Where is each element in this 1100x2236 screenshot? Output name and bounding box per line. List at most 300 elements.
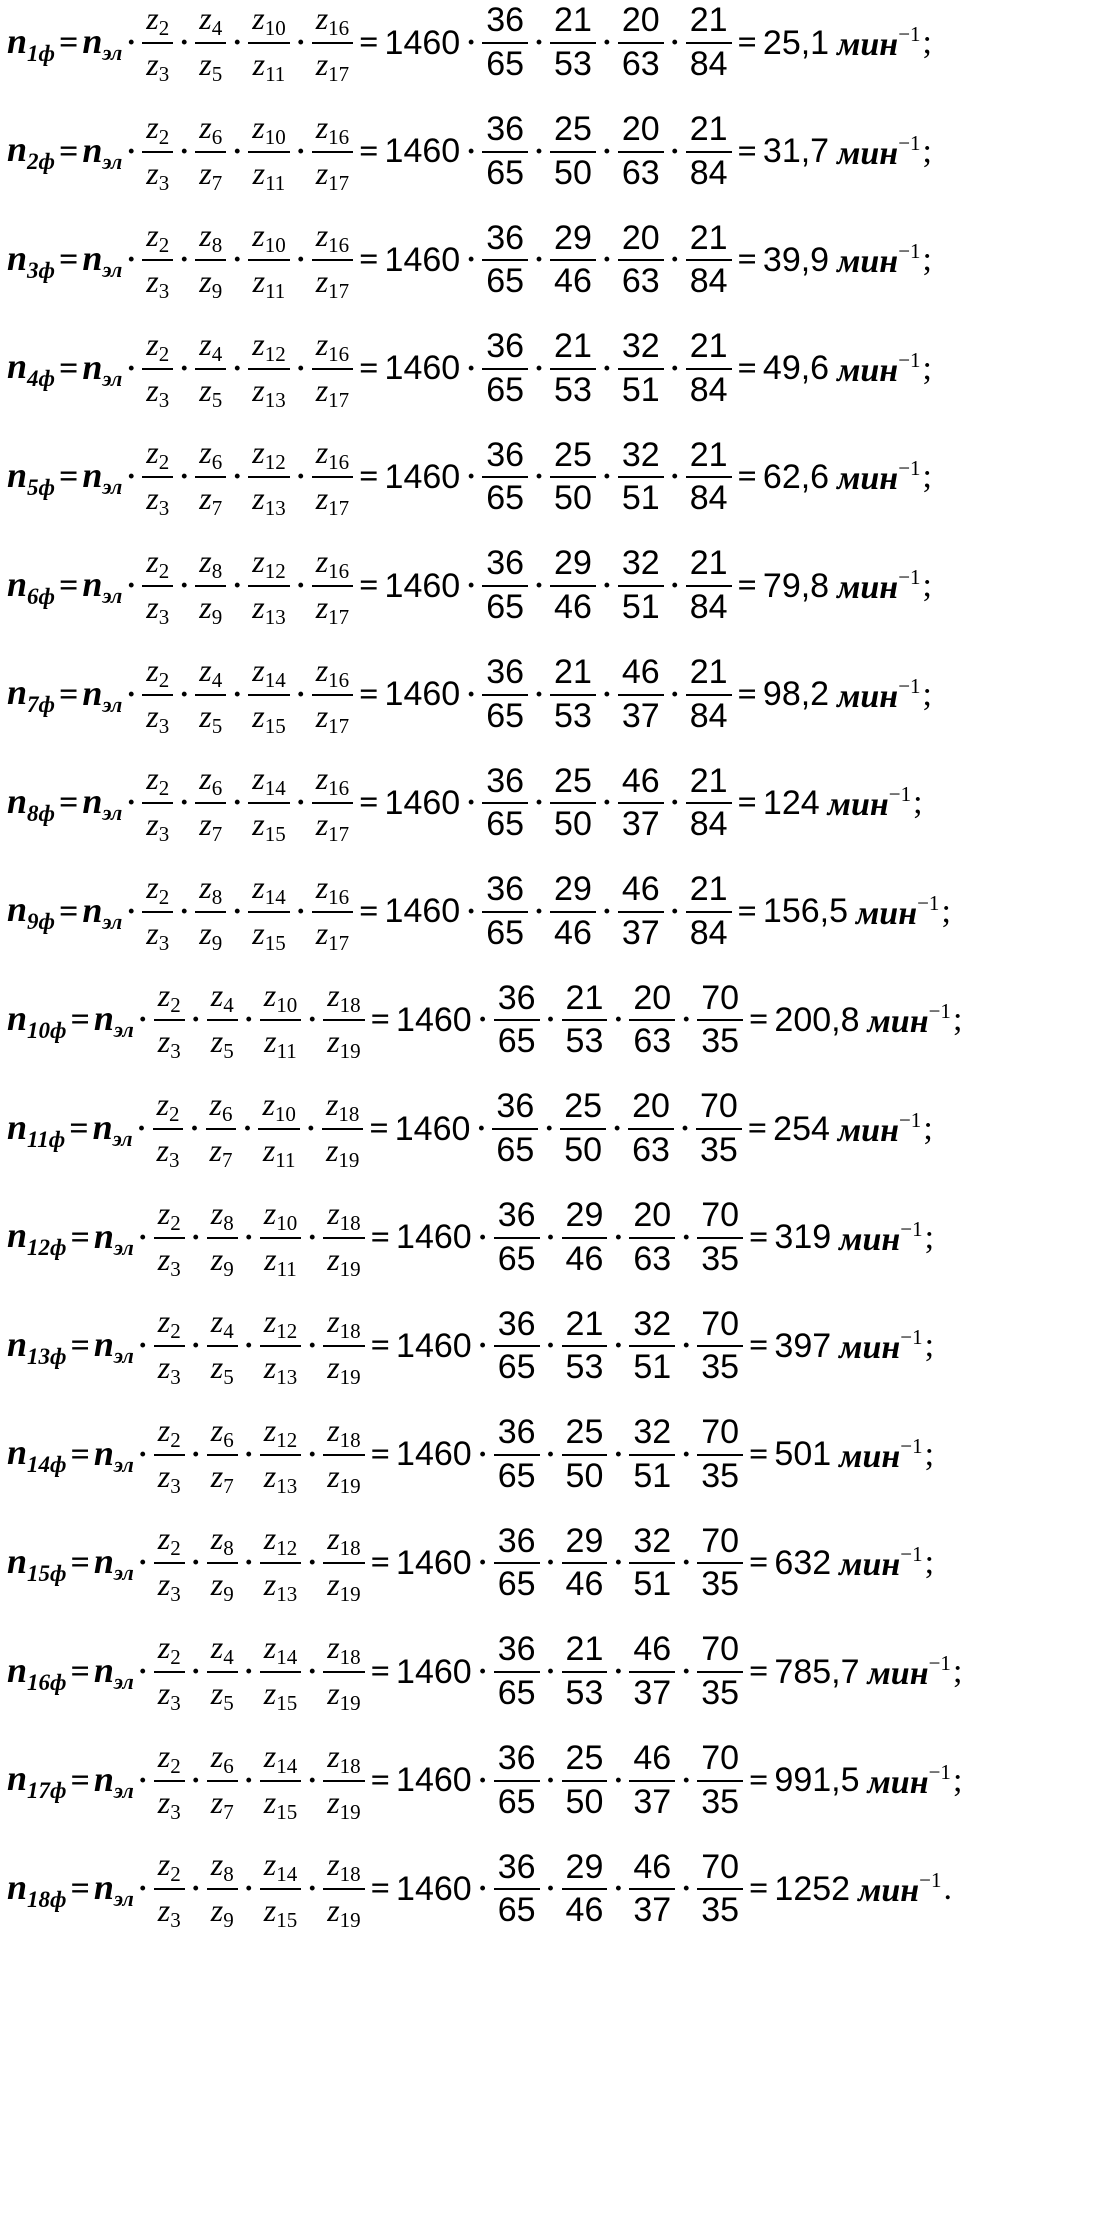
speed-index: 12ф: [27, 1235, 67, 1261]
multiply-dot: ·: [232, 894, 243, 928]
tooth-count: 36: [497, 1195, 536, 1234]
gear-ratio-numeric-denominator: [562, 1239, 608, 1278]
multiply-dot: ·: [466, 894, 477, 928]
terminator: ;: [922, 675, 932, 713]
multiply-dot: ·: [307, 1003, 318, 1037]
motor-rpm-value: 1460: [396, 1543, 472, 1582]
gear-ratio-numeric: [494, 978, 540, 1061]
gear-ratio-numeric: [562, 1738, 608, 1821]
gear-z-3-index: 3: [170, 1365, 181, 1390]
tooth-count: 21: [689, 218, 728, 257]
gear-ratio-numeric-numerator: [482, 761, 528, 800]
gear-ratio-numeric: [550, 109, 596, 192]
multiply-dot: ·: [137, 1872, 148, 1906]
gear-ratio-numeric-fraction-bar: [494, 1454, 540, 1456]
tooth-count: 70: [701, 1413, 740, 1452]
tooth-count: 46: [554, 262, 592, 301]
multiply-dot: ·: [307, 1329, 318, 1363]
gear-z-3-index: 3: [170, 1799, 181, 1824]
multiply-dot: ·: [601, 569, 612, 602]
gear-ratio-numeric-denominator: [494, 1350, 540, 1386]
equals-sign: =: [749, 1870, 769, 1908]
gear-ratio-symbolic-fraction-bar: [323, 1454, 364, 1456]
speed-letter: n: [7, 1758, 28, 1799]
multiply-dot: ·: [601, 460, 612, 494]
multiply-dot: ·: [477, 1003, 488, 1037]
unit-label: мин$^{-1}$: [837, 1108, 922, 1149]
speed-index: 8ф: [27, 800, 55, 826]
gear-z-5-index: 5: [211, 387, 223, 412]
gear-ratio-numeric-fraction-bar: [696, 1128, 742, 1130]
gear-ratio-symbolic: [312, 870, 353, 954]
gear-ratio-numeric-denominator: [697, 1350, 743, 1386]
multiply-dot: ·: [126, 460, 137, 494]
gear-ratio-numeric: [550, 3, 596, 82]
gear-ratio-symbolic-numerator: [248, 1, 289, 39]
gear-ratio-numeric-fraction-bar: [686, 802, 732, 804]
equals-sign: =: [359, 567, 379, 604]
gear-ratio-numeric-numerator: [697, 978, 743, 1017]
gear-z-3: $z_3$: [146, 371, 170, 412]
speed-symbol: [7, 345, 55, 392]
multiply-dot: ·: [679, 1112, 690, 1145]
tooth-count: 25: [564, 1087, 603, 1126]
gear-ratio-numeric: [629, 1195, 675, 1278]
gear-ratio-numeric: [697, 978, 743, 1061]
gear-ratio-symbolic-numerator: [260, 1413, 301, 1451]
gear-ratio-numeric-fraction-bar: [562, 1237, 608, 1239]
gear-ratio-symbolic-numerator: [312, 761, 353, 799]
speed-result: 25,1: [762, 23, 830, 62]
speed-letter: n: [7, 129, 28, 170]
gear-ratio-symbolic-denominator: [206, 1133, 237, 1171]
multiply-dot: ·: [681, 1220, 692, 1254]
multiply-dot: ·: [613, 1003, 624, 1037]
motor-speed-index: эл: [102, 365, 123, 391]
tooth-count: 63: [632, 1131, 670, 1169]
gear-ratio-numeric-fraction-bar: [550, 911, 596, 913]
unit-label: мин$^{-1}$: [839, 1216, 923, 1258]
gear-z-16: $z_{16}$: [315, 434, 350, 475]
gear-z-7-index: 7: [221, 1148, 233, 1172]
gear-ratio-symbolic-numerator: [154, 1304, 185, 1342]
gear-ratio-symbolic-numerator: [207, 1413, 238, 1451]
gear-ratio-numeric-denominator: [618, 807, 664, 843]
multiply-dot: ·: [601, 243, 612, 277]
gear-ratio-symbolic: [154, 1413, 185, 1497]
gear-ratio-symbolic-numerator: [248, 544, 289, 582]
gear-z-2-index: 2: [158, 776, 170, 801]
multiply-dot: ·: [476, 1112, 487, 1145]
gear-ratio-symbolic-fraction-bar: [195, 259, 226, 261]
equals-sign: =: [749, 1327, 769, 1365]
gear-ratio-symbolic-numerator: [312, 218, 353, 256]
gear-z-3: $z_3$: [156, 1132, 180, 1172]
speed-letter: n: [7, 563, 28, 604]
gear-ratio-numeric: [618, 872, 664, 951]
gear-ratio-numeric-numerator: [550, 3, 596, 39]
multiply-dot: ·: [466, 351, 477, 385]
gear-ratio-symbolic-fraction-bar: [312, 368, 353, 370]
gear-z-15-index: 15: [276, 1691, 298, 1715]
equation-row: [7, 868, 951, 955]
gear-ratio-numeric-fraction-bar: [686, 151, 732, 153]
tooth-count: 36: [496, 1087, 535, 1126]
gear-z-13-index: 13: [276, 1365, 298, 1390]
gear-z-5-index: 5: [211, 713, 223, 738]
gear-ratio-numeric-fraction-bar: [494, 1019, 540, 1021]
gear-z-16-index: 16: [328, 667, 350, 692]
gear-ratio-numeric: [560, 1089, 606, 1168]
gear-ratio-numeric-fraction-bar: [629, 1237, 675, 1239]
equals-sign: =: [749, 1544, 769, 1582]
gear-z-11: $z_{11}$: [264, 1240, 297, 1281]
multiply-dot: ·: [307, 1655, 318, 1688]
tooth-count: 25: [565, 1413, 604, 1452]
multiply-dot: ·: [126, 351, 137, 385]
gear-ratio-numeric-denominator: [618, 264, 664, 300]
gear-ratio-numeric-numerator: [482, 218, 528, 257]
gear-ratio-symbolic-denominator: [249, 47, 290, 85]
gear-ratio-symbolic: [248, 870, 289, 954]
gear-z-3-index: 3: [170, 1039, 181, 1064]
gear-z-3: $z_3$: [146, 263, 170, 304]
multiply-dot: ·: [545, 1220, 556, 1254]
gear-ratio-symbolic: [323, 1521, 364, 1605]
gear-ratio-symbolic: [195, 327, 226, 411]
unit-exponent: −1: [900, 1433, 923, 1458]
multiply-dot: ·: [307, 1763, 318, 1797]
multiply-dot: ·: [477, 1872, 488, 1906]
unit-label: мин$^{-1}$: [837, 456, 921, 498]
gear-ratio-symbolic-denominator: [153, 1133, 184, 1171]
equals-sign: =: [70, 1327, 90, 1365]
gear-z-3: $z_3$: [146, 154, 170, 195]
gear-ratio-symbolic-numerator: [207, 1630, 238, 1668]
multiply-dot: ·: [613, 1437, 624, 1471]
gear-z-4-index: 4: [223, 1319, 234, 1344]
gear-ratio-numeric-denominator: [629, 1024, 675, 1060]
multiply-dot: ·: [232, 134, 243, 168]
gear-ratio-symbolic-numerator: [260, 1521, 301, 1559]
gear-z-18: $z_{18}$: [327, 1628, 361, 1669]
gear-ratio-numeric-numerator: [686, 872, 732, 908]
multiply-dot: ·: [126, 677, 137, 711]
gear-ratio-numeric-numerator: [686, 329, 732, 365]
tooth-count: 37: [621, 913, 660, 952]
gear-z-16: $z_{16}$: [315, 651, 350, 692]
gear-z-8-index: 8: [223, 1862, 234, 1887]
motor-speed-index: эл: [102, 40, 123, 65]
multiply-dot: ·: [126, 569, 137, 602]
speed-symbol: [7, 780, 55, 827]
gear-z-2-index: 2: [170, 1210, 181, 1235]
gear-ratio-symbolic: [323, 1847, 364, 1931]
gear-z-18-index: 18: [339, 1427, 361, 1452]
gear-ratio-numeric-denominator: [550, 47, 596, 83]
gear-ratio-numeric: [618, 329, 664, 408]
tooth-count: 21: [689, 652, 728, 691]
multiply-dot: ·: [179, 351, 190, 385]
gear-ratio-symbolic-denominator: [260, 1242, 301, 1280]
gear-ratio-symbolic-fraction-bar: [142, 151, 173, 153]
speed-result: 31,7: [762, 132, 830, 171]
gear-z-3: $z_3$: [157, 1240, 181, 1281]
multiply-dot: ·: [613, 1872, 624, 1906]
gear-z-12: $z_{12}$: [263, 1303, 298, 1344]
gear-z-10: $z_{10}$: [252, 108, 286, 149]
gear-ratio-numeric-fraction-bar: [562, 1780, 608, 1782]
tooth-count: 25: [554, 435, 592, 474]
speed-index: 13ф: [27, 1343, 67, 1369]
gear-ratio-numeric-denominator: [686, 153, 732, 192]
multiply-dot: ·: [681, 1872, 692, 1906]
gear-z-13-index: 13: [276, 1473, 298, 1498]
gear-ratio-numeric-fraction-bar: [686, 42, 732, 44]
gear-ratio-numeric-denominator: [494, 1456, 540, 1495]
tooth-count: 32: [621, 544, 660, 583]
gear-ratio-numeric: [629, 978, 675, 1061]
gear-ratio-symbolic-fraction-bar: [312, 911, 353, 913]
multiply-dot: ·: [601, 134, 612, 168]
equals-sign: =: [359, 132, 379, 170]
gear-z-3: $z_3$: [146, 589, 170, 629]
gear-z-2: $z_2$: [157, 1628, 181, 1669]
gear-ratio-numeric-denominator: [629, 1676, 675, 1712]
gear-ratio-numeric: [686, 546, 732, 625]
equals-sign: =: [59, 132, 79, 170]
unit-exponent: −1: [900, 1325, 923, 1350]
gear-ratio-numeric-numerator: [618, 652, 664, 691]
gear-ratio-numeric: [618, 652, 664, 735]
tooth-count: 70: [701, 978, 740, 1017]
multiply-dot: ·: [137, 1546, 148, 1580]
gear-ratio-numeric-numerator: [494, 1632, 540, 1668]
equation-row: [7, 651, 932, 738]
gear-z-2-index: 2: [168, 1101, 180, 1126]
gear-z-3: $z_3$: [146, 697, 170, 738]
tooth-count: 70: [701, 1738, 740, 1777]
equals-sign: =: [70, 1870, 90, 1908]
gear-ratio-symbolic-denominator: [312, 481, 353, 519]
multiply-dot: ·: [601, 894, 612, 928]
gear-z-2: $z_2$: [157, 977, 181, 1018]
gear-ratio-numeric-denominator: [494, 1024, 540, 1060]
gear-ratio-numeric: [686, 109, 732, 192]
gear-z-2: $z_2$: [157, 1411, 181, 1452]
gear-z-3-index: 3: [170, 1908, 181, 1933]
gear-ratio-numeric-denominator: [697, 1676, 743, 1712]
tooth-count: 36: [486, 544, 525, 583]
gear-ratio-symbolic-fraction-bar: [260, 1345, 301, 1347]
tooth-count: 51: [621, 370, 660, 409]
gear-z-17: $z_{17}$: [315, 480, 350, 521]
gear-ratio-symbolic-denominator: [248, 807, 289, 845]
terminator: .: [943, 1870, 952, 1908]
equals-sign: =: [370, 1435, 391, 1473]
speed-symbol: [7, 237, 55, 284]
gear-ratio-symbolic: [323, 1630, 364, 1714]
tooth-count: 20: [633, 1195, 672, 1234]
gear-ratio-symbolic-fraction-bar: [142, 368, 173, 370]
motor-rpm-value: 1460: [384, 892, 461, 931]
tooth-count: 46: [565, 1565, 604, 1604]
gear-z-19: $z_{19}$: [327, 1457, 361, 1498]
tooth-count: 21: [689, 109, 728, 148]
gear-z-18-index: 18: [339, 1644, 361, 1669]
gear-ratio-numeric-fraction-bar: [562, 1888, 608, 1890]
gear-ratio-symbolic-fraction-bar: [312, 476, 353, 478]
gear-ratio-symbolic-denominator: [249, 264, 290, 302]
gear-ratio-symbolic-numerator: [154, 1630, 185, 1668]
multiply-dot: ·: [295, 26, 306, 59]
gear-ratio-numeric-numerator: [482, 3, 528, 39]
gear-ratio-numeric: [629, 1521, 675, 1604]
gear-z-3-index: 3: [158, 822, 170, 847]
speed-letter: n: [7, 346, 28, 387]
equals-sign: =: [749, 1435, 769, 1473]
gear-ratio-numeric-numerator: [618, 218, 664, 257]
gear-ratio-numeric: [686, 329, 732, 408]
gear-ratio-symbolic-fraction-bar: [195, 802, 226, 804]
gear-z-8: $z_8$: [199, 542, 223, 583]
gear-ratio-symbolic-numerator: [195, 327, 226, 365]
gear-ratio-symbolic: [260, 978, 301, 1062]
speed-index: 5ф: [27, 474, 55, 500]
tooth-count: 25: [554, 761, 592, 800]
gear-z-13: $z_{13}$: [263, 1566, 298, 1607]
tooth-count: 21: [565, 1304, 604, 1343]
gear-z-2-index: 2: [158, 884, 170, 909]
equals-sign: =: [749, 1218, 769, 1256]
gear-z-16: $z_{16}$: [315, 0, 350, 40]
gear-ratio-numeric: [629, 1415, 675, 1494]
gear-z-15-index: 15: [264, 713, 286, 738]
gear-z-15-index: 15: [276, 1908, 298, 1933]
gear-ratio-numeric-denominator: [482, 696, 528, 735]
multiply-dot: ·: [669, 894, 680, 928]
tooth-count: 36: [497, 978, 536, 1017]
gear-z-18: $z_{18}$: [325, 1085, 360, 1126]
gear-ratio-numeric: [482, 109, 528, 192]
gear-z-2: $z_2$: [157, 1303, 181, 1344]
gear-z-3: $z_3$: [146, 914, 170, 955]
speed-result: 991,5: [774, 1761, 860, 1800]
gear-z-4-index: 4: [211, 341, 223, 366]
tooth-count: 84: [689, 262, 728, 301]
gear-ratio-symbolic-fraction-bar: [312, 151, 353, 153]
multiply-dot: ·: [232, 677, 243, 711]
gear-ratio-numeric: [686, 761, 732, 844]
gear-ratio-symbolic-denominator: [323, 1893, 364, 1931]
speed-result: 1252: [774, 1869, 851, 1908]
gear-ratio-numeric-denominator: [550, 807, 596, 843]
multiply-dot: ·: [466, 243, 477, 277]
gear-ratio-numeric: [618, 435, 664, 518]
gear-ratio-numeric-fraction-bar: [482, 911, 528, 913]
gear-ratio-symbolic-numerator: [323, 1847, 364, 1885]
gear-ratio-symbolic: [207, 1521, 238, 1605]
tooth-count: 25: [565, 1738, 604, 1777]
gear-z-6: $z_6$: [210, 1411, 234, 1452]
gear-ratio-numeric-numerator: [618, 435, 664, 474]
tooth-count: 65: [497, 1456, 536, 1495]
gear-ratio-numeric-denominator: [618, 153, 664, 192]
gear-ratio-symbolic-denominator: [260, 1567, 301, 1605]
tooth-count: 65: [486, 153, 525, 192]
speed-result: 501: [774, 1435, 832, 1474]
gear-ratio-symbolic-numerator: [323, 978, 364, 1016]
gear-z-3-index: 3: [158, 496, 170, 521]
speed-index: 4ф: [27, 366, 55, 392]
unit-label: мин$^{-1}$: [837, 347, 921, 389]
gear-z-18: $z_{18}$: [327, 1194, 361, 1235]
gear-z-11: $z_{11}$: [264, 1023, 297, 1064]
gear-ratio-symbolic: [154, 1304, 185, 1388]
gear-z-18-index: 18: [338, 1101, 360, 1126]
gear-ratio-symbolic: [323, 1739, 364, 1823]
gear-z-2-index: 2: [158, 341, 170, 366]
gear-z-8: $z_8$: [199, 868, 223, 909]
unit-exponent: −1: [900, 1542, 923, 1567]
gear-ratio-symbolic: [323, 1196, 364, 1280]
gear-ratio-symbolic-numerator: [323, 1521, 364, 1559]
tooth-count: 37: [633, 1891, 672, 1930]
gear-ratio-numeric-denominator: [550, 264, 596, 300]
multiply-dot: ·: [307, 1872, 318, 1906]
gear-ratio-numeric: [492, 1089, 538, 1168]
tooth-count: 21: [689, 327, 728, 366]
tooth-count: 36: [497, 1304, 536, 1343]
equals-sign: =: [69, 1110, 89, 1147]
gear-ratio-symbolic: [260, 1196, 301, 1280]
gear-ratio-numeric-denominator: [697, 1239, 743, 1278]
multiply-dot: ·: [601, 786, 612, 820]
tooth-count: 70: [701, 1630, 740, 1669]
motor-speed-symbol: $n_{эл}$: [82, 889, 123, 934]
gear-z-18: $z_{18}$: [327, 1737, 361, 1778]
gear-z-19-index: 19: [339, 1365, 361, 1390]
gear-z-5-index: 5: [223, 1691, 234, 1715]
motor-speed-index: эл: [102, 691, 123, 717]
multiply-dot: ·: [669, 134, 680, 168]
gear-ratio-numeric-numerator: [629, 1304, 675, 1343]
gear-z-11: $z_{11}$: [252, 263, 286, 304]
gear-ratio-numeric-denominator: [494, 1893, 540, 1929]
gear-z-17-index: 17: [328, 496, 350, 521]
gear-ratio-numeric-fraction-bar: [482, 151, 528, 153]
tooth-count: 29: [554, 544, 592, 583]
terminator: ;: [922, 567, 932, 604]
gear-ratio-symbolic: [195, 870, 226, 954]
gear-ratio-numeric-numerator: [618, 546, 664, 582]
tooth-count: 70: [701, 1847, 740, 1886]
gear-z-16: $z_{16}$: [315, 217, 350, 258]
gear-z-10: $z_{10}$: [252, 217, 286, 258]
tooth-count: 84: [689, 696, 728, 735]
multiply-dot: ·: [189, 1112, 200, 1145]
gear-ratio-symbolic-denominator: [142, 156, 173, 194]
gear-ratio-symbolic: [260, 1630, 301, 1714]
gear-z-7: $z_7$: [199, 154, 223, 195]
gear-z-2: $z_2$: [146, 651, 170, 692]
speed-letter: n: [7, 672, 28, 713]
gear-z-2-index: 2: [170, 1862, 181, 1887]
gear-ratio-numeric: [550, 872, 596, 951]
tooth-count: 65: [497, 1782, 536, 1821]
unit-label: мин$^{-1}$: [856, 890, 940, 932]
gear-z-9: $z_9$: [210, 1240, 234, 1281]
